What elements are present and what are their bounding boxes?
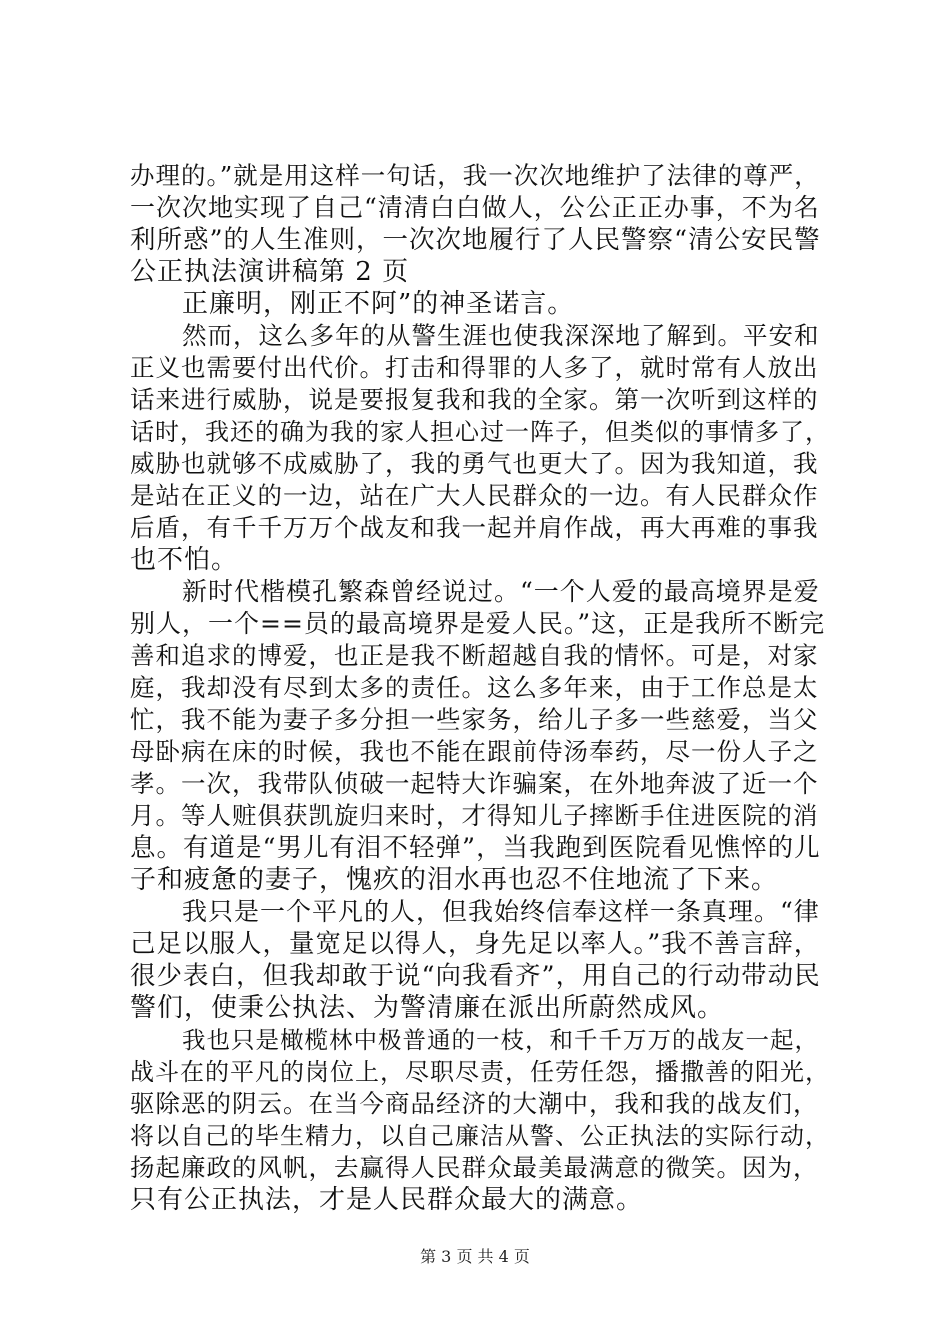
text-line: 警们，使秉公执法、为警清廉在派出所蔚然成风。 xyxy=(130,993,725,1023)
text-line: 己足以服人，量宽足以得人，身先足以率人。”我不善言辞， xyxy=(130,929,821,959)
text-line: 然而，这么多年的从警生涯也使我深深地了解到。平安和 xyxy=(182,321,820,350)
document-body xyxy=(130,160,830,1216)
text-line: 月。等人赃俱获凯旋归来时，才得知儿子摔断手住进医院的消 xyxy=(130,801,819,830)
text-line: 一次次地实现了自己“清清白白做人，公公正正办事，不为名 xyxy=(130,193,820,222)
text-line: 战斗在的平凡的岗位上，尽职尽责，任劳任怨，播撒善的阳光， xyxy=(130,1058,830,1086)
text-line: 只有公正执法，才是人民群众最大的满意。 xyxy=(130,1185,644,1215)
text-line: 话时，我还的确为我的家人担心过一阵子，但类似的事情多了， xyxy=(130,418,830,446)
text-line: 是站在正义的一边，站在广大人民群众的一边。有人民群众作 xyxy=(130,481,819,510)
text-line: 庭，我却没有尽到太多的责任。这么多年来，由于工作总是太 xyxy=(130,673,819,702)
text-line: 息。有道是“男儿有泪不轻弹”，当我跑到医院看见憔悴的儿 xyxy=(130,833,821,863)
text-line: 我也只是橄榄林中极普通的一枝，和千千万万的战友一起， xyxy=(182,1026,819,1054)
text-line: 忙，我不能为妻子多分担一些家务，给儿子多一些慈爱，当父 xyxy=(130,705,819,734)
text-line: 孝。一次，我带队侦破一起特大诈骗案，在外地奔波了近一个 xyxy=(130,769,819,798)
text-line: 也不怕。 xyxy=(130,545,239,575)
text-line: 公正执法演讲稿第 2 页 xyxy=(130,257,410,287)
text-line: 子和疲惫的妻子，愧疚的泪水再也忍不住地流了下来。 xyxy=(130,865,779,895)
text-line: 威胁也就够不成威胁了，我的勇气也更大了。因为我知道，我 xyxy=(130,449,819,478)
text-line: 正廉明，刚正不阿”的神圣诺言。 xyxy=(182,289,575,319)
text-line: 办理的。”就是用这样一句话，我一次次地维护了法律的尊严， xyxy=(130,161,820,190)
text-line: 扬起廉政的风帆，去赢得人民群众最美最满意的微笑。因为， xyxy=(130,1153,819,1182)
text-line: 驱除恶的阴云。在当今商品经济的大潮中，我和我的战友们， xyxy=(130,1089,819,1118)
text-line: 别人，一个==员的最高境界是爱人民。”这，正是我所不断完 xyxy=(130,609,826,638)
text-line: 正义也需要付出代价。打击和得罪的人多了，就时常有人放出 xyxy=(130,353,819,382)
text-line: 我只是一个平凡的人，但我始终信奉这样一条真理。“律 xyxy=(182,897,820,926)
text-line: 母卧病在床的时候，我也不能在跟前侍汤奉药，尽一份人子之 xyxy=(130,737,819,766)
text-line: 后盾，有千千万万个战友和我一起并肩作战，再大再难的事我 xyxy=(130,513,819,542)
text-line: 话来进行威胁，说是要报复我和我的全家。第一次听到这样的 xyxy=(130,385,819,414)
text-line: 新时代楷模孔繁森曾经说过。“一个人爱的最高境界是爱 xyxy=(182,577,820,606)
text-line: 利所惑”的人生准则，一次次地履行了人民警察“清公安民警 xyxy=(130,225,821,255)
text-line: 将以自己的毕生精力，以自己廉洁从警、公正执法的实际行动， xyxy=(130,1122,830,1150)
page-footer: 第 3 页 共 4 页 xyxy=(420,1247,530,1266)
text-line: 很少表白，但我却敢于说“向我看齐”，用自己的行动带动民 xyxy=(130,961,821,991)
text-line: 善和追求的博爱，也正是我不断超越自我的情怀。可是，对家 xyxy=(130,641,819,670)
